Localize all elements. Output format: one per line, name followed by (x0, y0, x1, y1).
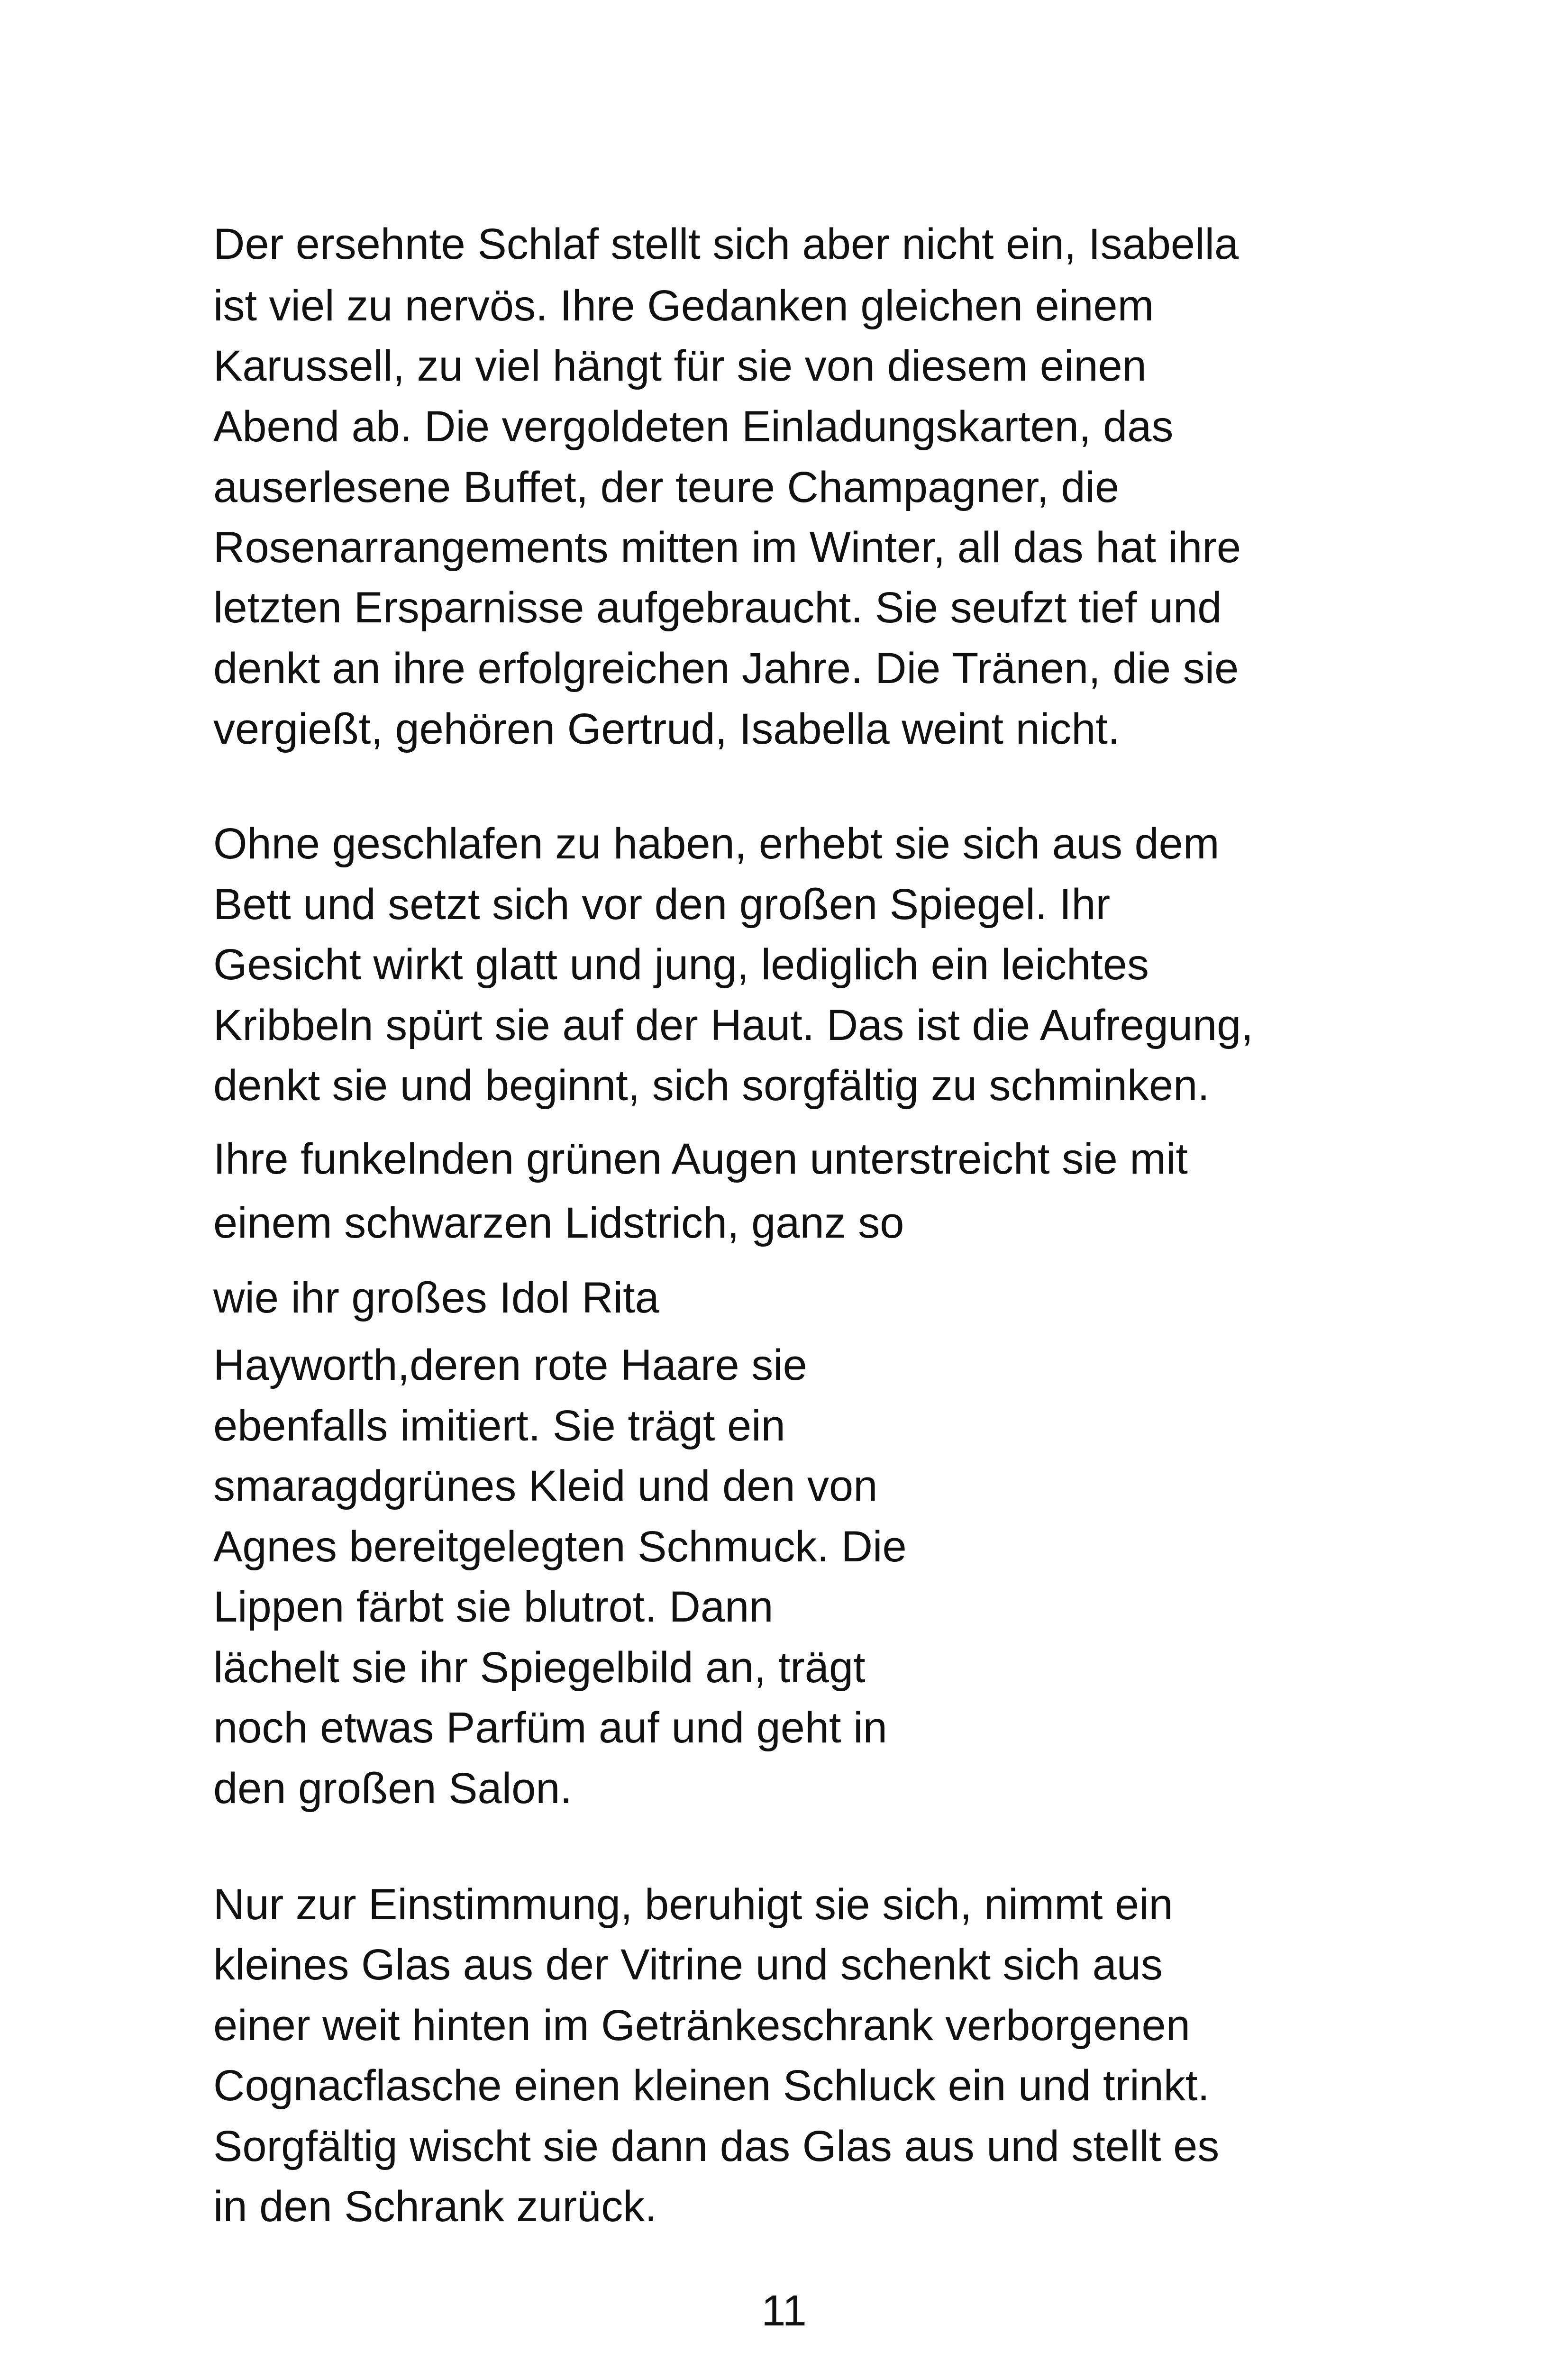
text-line: einem schwarzen Lidstrich, ganz so (213, 1199, 904, 1247)
text-line: Kribbeln spürt sie auf der Haut. Das ist die Aufregung, (213, 1001, 1253, 1049)
text-line: lächelt sie ihr Spiegelbild an, trägt (213, 1643, 866, 1692)
text-line: einer weit hinten im Getränkeschrank verborgenen (213, 2001, 1190, 2050)
text-line: Abend ab. Die vergoldeten Einladungskarten, das (213, 402, 1174, 451)
text-line: Agnes bereitgelegten Schmuck. Die (213, 1522, 907, 1571)
text-line: ist viel zu nervös. Ihre Gedanken gleichen einem (213, 282, 1154, 330)
text-line: Ihre funkelnden grünen Augen unterstreicht sie mit (213, 1135, 1188, 1183)
text-line: Hayworth,deren rote Haare sie (213, 1341, 807, 1389)
text-line: Rosenarrangements mitten im Winter, all das hat ihre (213, 523, 1241, 572)
text-line: Bett und setzt sich vor den großen Spiegel. Ihr (213, 880, 1111, 929)
text-line: Cognacflasche einen kleinen Schluck ein und trinkt. (213, 2061, 1210, 2110)
text-line: Karussell, zu viel hängt für sie von diesem einen (213, 342, 1147, 390)
text-line: Lippen färbt sie blutrot. Dann (213, 1583, 774, 1631)
text-line: kleines Glas aus der Vitrine und schenkt sich aus (213, 1941, 1163, 1989)
text-line: denkt sie und beginnt, sich sorgfältig zu schminken. (213, 1061, 1210, 1110)
text-line: ebenfalls imitiert. Sie trägt ein (213, 1402, 785, 1450)
text-line: in den Schrank zurück. (213, 2182, 657, 2231)
text-line: Der ersehnte Schlaf stellt sich aber nicht ein, Isabella (213, 220, 1239, 268)
text-line: denkt an ihre erfolgreichen Jahre. Die Tränen, die sie (213, 644, 1239, 693)
text-line: den großen Salon. (213, 1764, 572, 1813)
text-line: Gesicht wirkt glatt und jung, lediglich ein leichtes (213, 940, 1149, 989)
text-line: Ohne geschlafen zu haben, erhebt sie sich aus dem (213, 820, 1220, 868)
text-line: wie ihr großes Idol Rita (213, 1274, 659, 1322)
text-line: noch etwas Parfüm auf und geht in (213, 1704, 887, 1752)
text-line: Nur zur Einstimmung, beruhigt sie sich, nimmt ein (213, 1880, 1173, 1929)
text-line: auserlesene Buffet, der teure Champagner, die (213, 463, 1120, 511)
text-line: Sorgfältig wischt sie dann das Glas aus und stellt es (213, 2122, 1220, 2170)
text-line: smaragdgrünes Kleid und den von (213, 1462, 878, 1510)
page-number: 11 (761, 2287, 807, 2335)
text-line: letzten Ersparnisse aufgebraucht. Sie seufzt tief und (213, 583, 1222, 632)
text-line: vergießt, gehören Gertrud, Isabella weint nicht. (213, 705, 1120, 753)
